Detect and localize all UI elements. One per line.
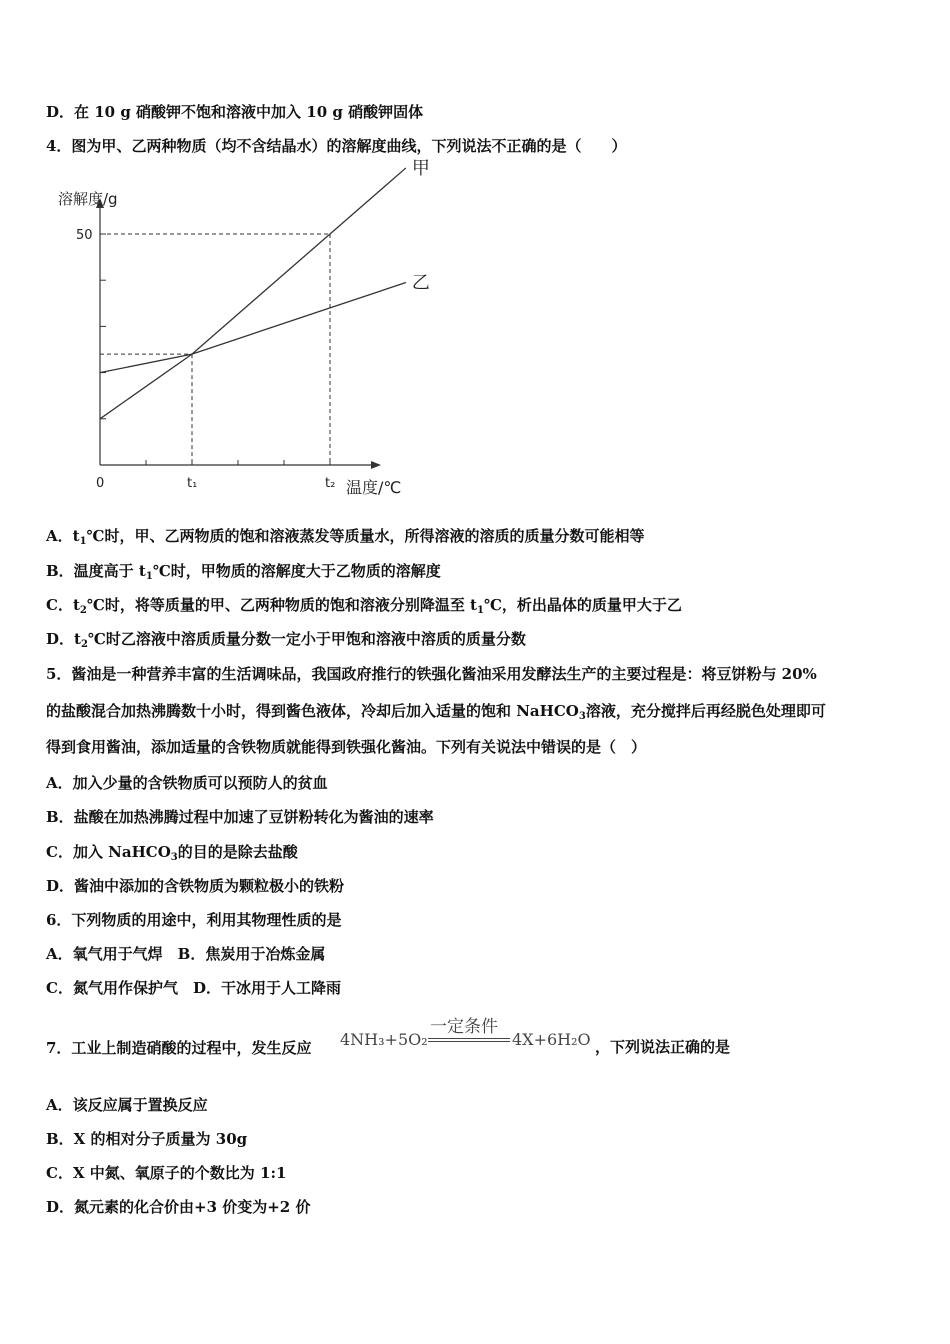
x-axis-label: 温度/℃	[346, 478, 402, 497]
q5-option-a: A．加入少量的含铁物质可以预防人的贫血	[46, 774, 328, 792]
reaction-equation	[340, 1012, 600, 1062]
chart-axes	[96, 198, 381, 469]
chart-series	[100, 168, 406, 419]
q6-stem: 6．下列物质的用途中，利用其物理性质的是	[46, 911, 342, 929]
q6-options-ab: A．氧气用于气焊 B．焦炭用于冶炼金属	[46, 945, 326, 963]
series-line-jia	[100, 168, 406, 419]
equation-condition: 一定条件	[430, 1017, 498, 1037]
origin-label: 0	[96, 476, 105, 491]
x-axis-arrow	[371, 461, 381, 469]
q5-stem-line3: 得到食用酱油，添加适量的含铁物质就能得到铁强化酱油。下列有关说法中错误的是（ ）	[46, 738, 647, 756]
q7-stem: 7．工业上制造硝酸的过程中，发生反应	[46, 1039, 312, 1057]
x-tick-label-2: t₂	[325, 476, 336, 491]
chart-guides	[100, 234, 330, 465]
q7-option-c: C．X 中氮、氧原子的个数比为 1:1	[46, 1164, 287, 1182]
q3-option-d: D．在 10 g 硝酸钾不饱和溶液中加入 10 g 硝酸钾固体	[46, 103, 424, 121]
q7-option-d: D．氮元素的化合价由+3 价变为+2 价	[46, 1198, 311, 1216]
q4-option-b: B．温度高于 $t_1℃$时，甲物质的溶解度大于乙物质的溶解度	[46, 562, 441, 582]
q4-stem: 4．图为甲、乙两种物质（均不含结晶水）的溶解度曲线，下列说法不正确的是（ ）	[46, 137, 627, 155]
equation-products: 4X+6H₂O	[512, 1030, 591, 1049]
equation-bar	[428, 1041, 510, 1042]
equation-reactants: 4NH₃+5O₂	[340, 1030, 428, 1049]
q7-stem-tail: ，下列说法正确的是	[595, 1038, 731, 1056]
q7-option-a: A．该反应属于置换反应	[46, 1096, 208, 1114]
chart-labels	[58, 158, 430, 497]
q4-option-a: A．$t_1℃$时，甲、乙两物质的饱和溶液蒸发等质量水，所得溶液的溶质的质量分数可能相等	[46, 527, 645, 547]
x-tick-label-1: t₁	[187, 476, 198, 491]
q5-stem-line2: 的盐酸混合加热沸腾数十小时，得到酱色液体，冷却后加入适量的饱和 NaHCO$_3$溶液，充分搅拌后再经脱色处理即可	[46, 702, 826, 722]
series-line-yi	[100, 283, 406, 373]
series-label-yi: 乙	[411, 272, 430, 294]
q5-option-c: C．加入 NaHCO$_3$的目的是除去盐酸	[46, 843, 298, 863]
q5-option-b: B．盐酸在加热沸腾过程中加速了豆饼粉转化为酱油的速率	[46, 808, 434, 826]
q6-options-cd: C．氮气用作保护气 D．干冰用于人工降雨	[46, 979, 341, 997]
q5-stem-line1: 5．酱油是一种营养丰富的生活调味品，我国政府推行的铁强化酱油采用发酵法生产的主要过程是：将豆饼粉与 20%	[46, 665, 817, 683]
equation-bar	[428, 1038, 510, 1039]
q5-option-d: D．酱油中添加的含铁物质为颗粒极小的铁粉	[46, 877, 345, 895]
q4-option-d: D．$t_2℃$时乙溶液中溶质质量分数一定小于甲饱和溶液中溶质的质量分数	[46, 630, 526, 650]
y-tick-label-50: 50	[76, 228, 93, 243]
series-label-jia: 甲	[411, 157, 430, 179]
q4-option-c: C．$t_2℃$时，将等质量的甲、乙两种物质的饱和溶液分别降温至 $t_1℃$，析出晶体的质量甲大于乙	[46, 596, 682, 616]
y-axis-label: 溶解度/g	[58, 190, 118, 208]
q7-option-b: B．X 的相对分子质量为 30g	[46, 1130, 248, 1148]
solubility-chart	[50, 157, 430, 500]
